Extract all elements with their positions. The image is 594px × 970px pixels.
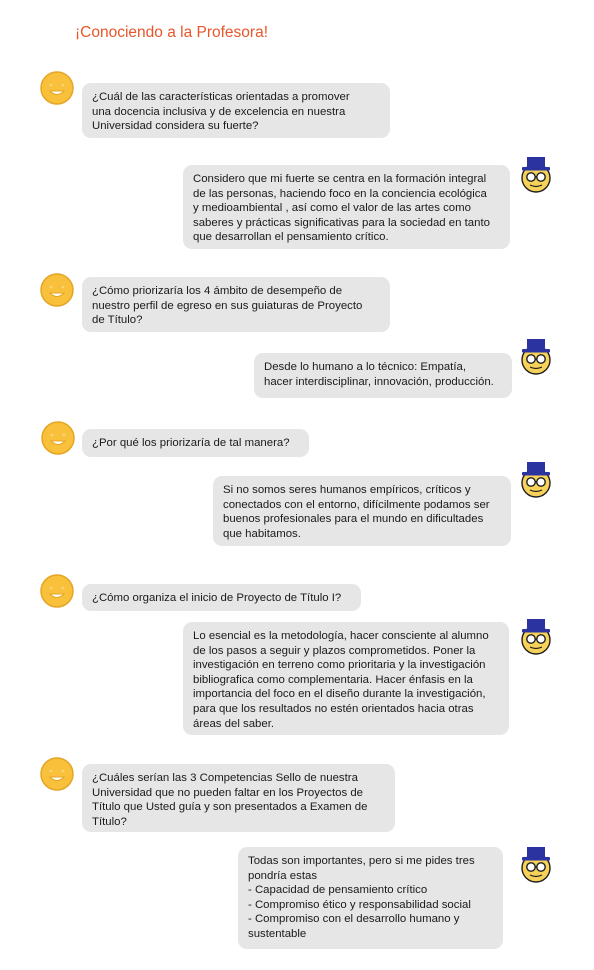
message-line: Desde lo humano a lo técnico: Empatía, bbox=[264, 361, 466, 373]
message-line: que desarrollan el pensamiento crítico. bbox=[193, 231, 389, 244]
student-question-bubble bbox=[82, 764, 395, 832]
message-line: nuestro perfil de egreso en sus guiaturas de Proyecto bbox=[92, 299, 363, 312]
message-line: ¿Cuál de las características orientadas a promover bbox=[92, 91, 350, 103]
message-line: ¿Cómo priorizaría los 4 ámbito de desempeño de bbox=[92, 285, 343, 297]
teacher-answer-bubble bbox=[238, 847, 503, 949]
teacher-answer-bubble bbox=[183, 165, 510, 249]
student-avatar-icon bbox=[39, 70, 75, 106]
message-line: - Compromiso ético y responsabilidad social bbox=[248, 898, 471, 911]
message-line: - Capacidad de pensamiento crítico bbox=[248, 884, 428, 897]
message-line: hacer interdisciplinar, innovación, producción. bbox=[264, 375, 494, 388]
student-avatar-icon bbox=[39, 573, 75, 609]
message-line: conectados con el entorno, difícilmente podamos ser bbox=[223, 498, 490, 511]
teacher-answer-bubble bbox=[213, 476, 511, 546]
message-line: Título? bbox=[92, 815, 127, 828]
message-line: - Compromiso con el desarrollo humano y bbox=[248, 913, 460, 926]
message-line: Lo esencial es la metodología, hacer consciente al alumno bbox=[193, 630, 489, 642]
message-line: de los pasos a seguir y plazos comprometidos. Poner la bbox=[193, 644, 476, 657]
message-line: de Título? bbox=[92, 314, 143, 327]
message-line: áreas del saber. bbox=[193, 717, 275, 730]
teacher-avatar-icon bbox=[516, 154, 556, 194]
message-line: y medioambiental , así como el valor de las artes como bbox=[193, 202, 471, 215]
message-line: investigación en terreno como prioritaria y la investigación bbox=[193, 659, 486, 672]
message-line: ¿Cómo organiza el inicio de Proyecto de Título I? bbox=[92, 592, 342, 604]
message-line: Si no somos seres humanos empíricos, críticos y bbox=[223, 484, 471, 496]
message-line: Título que Usted guía y son presentados a Examen de bbox=[92, 801, 368, 814]
message-line: Universidad que no pueden faltar en los Proyectos de bbox=[92, 786, 364, 799]
message-line: importancia del foco en el diseño durante la investigación, bbox=[193, 688, 486, 701]
message-line: Considero que mi fuerte se centra en la formación integral bbox=[193, 173, 487, 185]
student-avatar-icon bbox=[39, 756, 75, 792]
teacher-answer-bubble bbox=[183, 622, 509, 735]
student-question-bubble bbox=[82, 429, 309, 457]
teacher-avatar-icon bbox=[516, 459, 556, 499]
message-line: de las personas, haciendo foco en la conciencia ecológica bbox=[193, 187, 487, 200]
message-line: bibliografica como complementaria. Hacer énfasis en la bbox=[193, 673, 473, 686]
message-line: sustentable bbox=[248, 927, 307, 940]
message-line: una docencia inclusiva y de excelencia en nuestra bbox=[92, 105, 346, 118]
message-line: pondría estas bbox=[248, 869, 318, 882]
page-title: ¡Conociendo a la Profesora! bbox=[75, 24, 269, 41]
message-line: que habitamos. bbox=[223, 527, 301, 540]
teacher-answer-bubble bbox=[254, 353, 512, 398]
message-line: ¿Cuáles serían las 3 Competencias Sello de nuestra bbox=[92, 772, 358, 784]
teacher-avatar-icon bbox=[516, 844, 556, 884]
student-question-bubble bbox=[82, 83, 390, 138]
message-line: ¿Por qué los priorizaría de tal manera? bbox=[92, 437, 290, 449]
student-avatar-icon bbox=[40, 420, 76, 456]
student-avatar-icon bbox=[39, 272, 75, 308]
message-line: buenos profesionales para el mundo en dificultades bbox=[223, 513, 484, 526]
student-question-bubble bbox=[82, 584, 361, 611]
student-question-bubble bbox=[82, 277, 390, 332]
message-line: para que los resultados no estén orientados hacia otras bbox=[193, 702, 474, 715]
message-line: saberes y prácticas significativas para la sociedad en tanto bbox=[193, 216, 490, 229]
message-line: Todas son importantes, pero si me pides tres bbox=[248, 855, 475, 867]
message-line: Universidad considera su fuerte? bbox=[92, 120, 259, 133]
teacher-avatar-icon bbox=[516, 616, 556, 656]
teacher-avatar-icon bbox=[516, 336, 556, 376]
